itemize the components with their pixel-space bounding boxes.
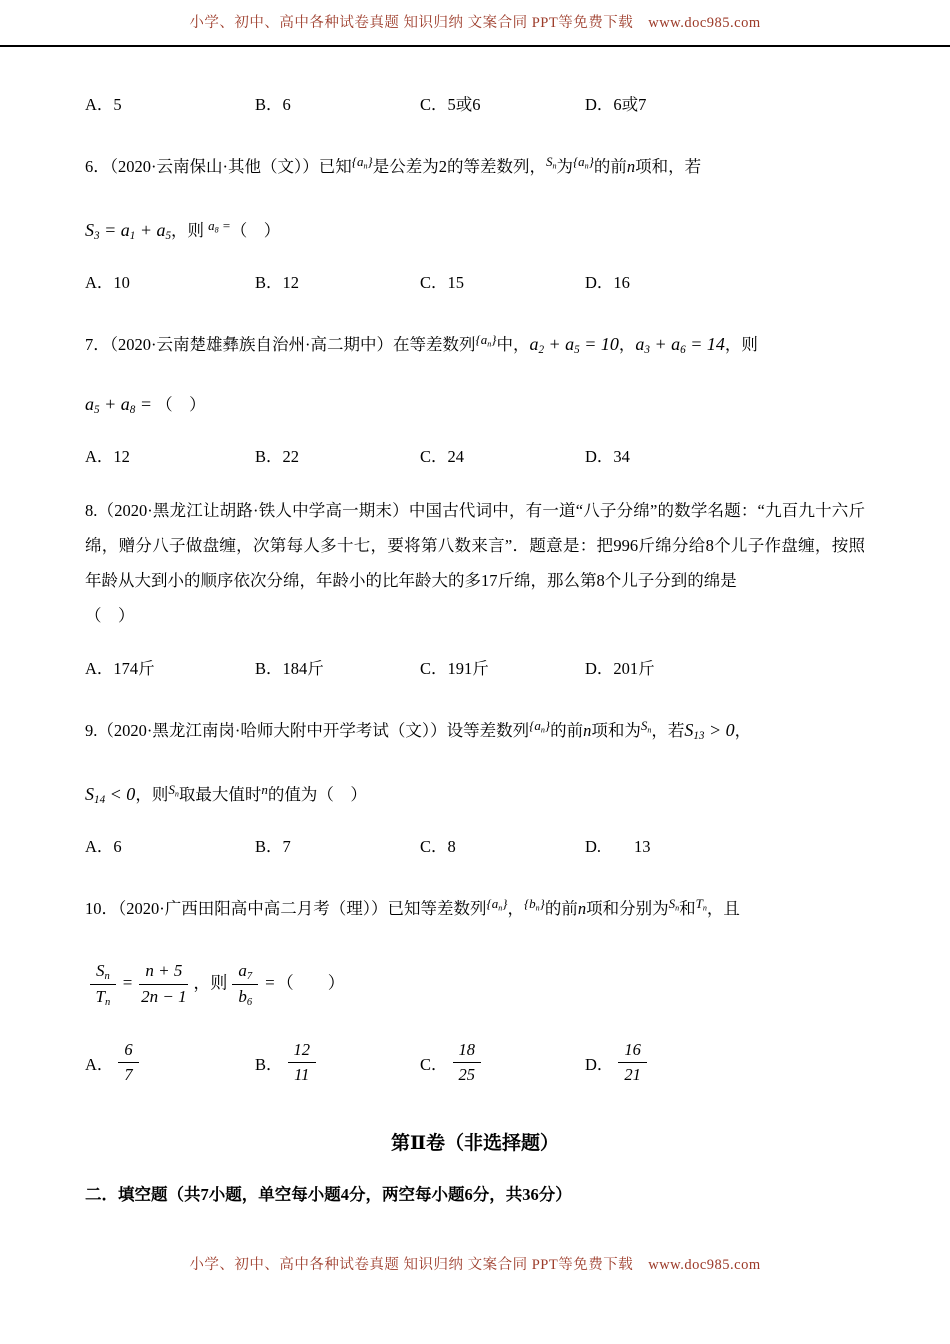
stem-text: 是公差为2的等差数列， [372, 157, 546, 176]
answer-blank: （ ） [85, 606, 135, 625]
stem-text: ，且 [706, 899, 740, 918]
fraction-sn-tn [90, 960, 116, 1009]
option-b: B．184斤 [255, 659, 324, 678]
math-seq-an: {an} [529, 718, 551, 735]
option-c [420, 1039, 585, 1087]
option-fraction [453, 1039, 482, 1087]
option-a: A．174斤 [85, 659, 155, 678]
stem-text: 中， [496, 335, 530, 354]
stem-text: ，若 [651, 721, 685, 740]
question-7-formula [85, 388, 865, 421]
question-9-stem [85, 709, 865, 748]
question-7-stem [85, 323, 865, 362]
stem-text: 7．（2020·云南楚雄彝族自治州·高二期中）在等差数列 [85, 335, 476, 354]
formula-text: ，则 [135, 785, 169, 804]
question-6-formula [85, 210, 865, 247]
option-a [85, 1039, 255, 1087]
option-label: C． [420, 1054, 448, 1074]
fraction-denominator: 2n − 1 [141, 986, 187, 1006]
math-seq-bn: {bn} [523, 896, 545, 913]
option-label: A． [85, 1054, 114, 1074]
stem-text: ， [618, 335, 636, 354]
stem-text: 的前 [544, 899, 578, 918]
stem-text: 为 [556, 157, 573, 176]
option-d: D．16 [585, 273, 630, 292]
fraction-n5-2n1 [139, 960, 188, 1009]
option-b: B．12 [255, 273, 300, 292]
footer-watermark: 小学、初中、高中各种试卷真题 知识归纳 文案合同 PPT等免费下载 www.doc985.com [189, 1257, 761, 1274]
formula: $S_{14} < 0$ [85, 784, 136, 807]
stem-text: 的前 [593, 157, 627, 176]
fraction-numerator: 6 [118, 1039, 138, 1063]
fraction-denominator: 11 [294, 1065, 310, 1085]
stem-text: 9.（2020·黑龙江南岗·哈师大附中开学考试（文））设等差数列 [85, 721, 530, 740]
option-b: B．7 [255, 837, 291, 856]
formula: $a_2 + a_5 = 10$ [529, 334, 619, 357]
fraction-denominator: 7 [124, 1065, 133, 1085]
fraction-numerator: 16 [618, 1039, 647, 1063]
math-n: n [577, 899, 587, 918]
formula: $S_{13} > 0$ [684, 720, 735, 743]
fraction-numerator: n + 5 [139, 960, 188, 985]
math-seq-an: {an} [486, 896, 508, 913]
question-7-options [85, 443, 865, 467]
math-tn: Tn [695, 896, 707, 913]
question-10-stem [85, 887, 865, 926]
option-c: C．5或6 [420, 95, 481, 114]
formula-text: ，则 [193, 973, 228, 993]
option-label: B． [255, 1054, 283, 1074]
option-a: A．12 [85, 447, 130, 466]
question-7 [85, 323, 865, 467]
question-6-options [85, 269, 865, 293]
fraction-denominator: 25 [458, 1065, 476, 1085]
option-fraction [288, 1039, 317, 1087]
question-5-options [85, 91, 865, 115]
option-d [585, 1039, 865, 1087]
math-seq-an: {an} [475, 332, 497, 349]
option-d: D．6或7 [585, 95, 647, 114]
header-divider [0, 45, 950, 47]
stem-text: ，则 [724, 335, 758, 354]
stem-text: 8.（2020·黑龙江让胡路·铁人中学高一期末）中国古代词中，有一道“八子分绵”的数学名题：“九百九十六斤绵，赠分八子做盘缠，次第每人多十七，要将第八数来言”．题意是：把996斤绵分给8个儿子作盘缠，按照年龄从大到小的顺序依次分绵，年龄小的比年龄大的多17斤绵，那么第8个儿子分到的绵是 [85, 501, 865, 590]
question-10-options [85, 1039, 865, 1087]
option-a: A．10 [85, 273, 130, 292]
stem-text: 6．（2020·云南保山·其他（文））已知 [85, 157, 352, 176]
stem-text: 项和为 [591, 721, 641, 740]
answer-blank: （ ） [276, 973, 345, 993]
math-sn: Sn [640, 718, 652, 735]
option-a: A．6 [85, 837, 122, 856]
fraction-denominator: $T_n$ [95, 986, 111, 1008]
stem-text: ， [507, 899, 524, 918]
math-a8: a8 = [208, 218, 231, 235]
fraction-numerator: $a_7$ [232, 960, 258, 985]
option-label: D． [585, 1054, 614, 1074]
question-9 [85, 709, 865, 857]
fraction-denominator: $b_6$ [238, 986, 253, 1008]
option-c: C．24 [420, 447, 465, 466]
header-watermark: 小学、初中、高中各种试卷真题 知识归纳 文案合同 PPT等免费下载 www.doc985.com [189, 15, 761, 31]
stem-text: 的前 [550, 721, 584, 740]
math-n: n [583, 721, 592, 740]
stem-text: 项和，若 [635, 157, 702, 176]
option-fraction [618, 1039, 647, 1087]
stem-text: 和 [679, 899, 696, 918]
stem-text: 项和分别为 [586, 899, 669, 918]
question-6 [85, 145, 865, 293]
equals-sign: = [122, 973, 133, 993]
option-b [255, 1039, 420, 1087]
option-c: C．15 [420, 273, 465, 292]
math-seq-an: {an} [351, 154, 373, 171]
question-8-options [85, 655, 865, 679]
fill-in-section-header: 二．填空题（共7小题，单空每小题4分，两空每小题6分，共36分） [85, 1185, 572, 1205]
fraction-numerator: $S_n$ [90, 960, 116, 985]
section-title: 第Ⅱ卷（非选择题） [390, 1133, 559, 1155]
answer-blank: （ ） [230, 221, 281, 240]
fraction-numerator: 18 [453, 1039, 482, 1063]
question-10-formula [85, 960, 865, 1009]
option-d: D．34 [585, 447, 630, 466]
question-8-stem [85, 493, 865, 633]
math-sn: Sn [168, 782, 179, 799]
option-fraction [118, 1039, 138, 1087]
answer-blank: （ ） [156, 395, 206, 414]
formula: $a_3 + a_6 = 14$ [635, 334, 725, 357]
stem-text: 10．（2020·广西田阳高中高二月考（理））已知等差数列 [85, 899, 487, 918]
fraction-denominator: 21 [624, 1065, 641, 1085]
question-8 [85, 493, 865, 679]
question-10 [85, 887, 865, 1086]
math-n: n [261, 782, 268, 797]
formula-text: 取最大值时 [178, 785, 262, 804]
option-c: C．191斤 [420, 659, 489, 678]
equals-sign: = [265, 973, 275, 993]
math-seq-an: {an} [572, 154, 594, 171]
option-c: C．8 [420, 837, 456, 856]
stem-text: ， [734, 721, 752, 740]
content [0, 91, 950, 1205]
option-d: D．201斤 [585, 659, 655, 678]
question-6-stem [85, 145, 865, 184]
question-9-options [85, 833, 865, 857]
math-sn: Sn [668, 896, 680, 913]
math-sn: Sn [545, 154, 557, 171]
math-n: n [626, 157, 636, 176]
option-b: B．22 [255, 447, 300, 466]
option-d: D. 13 [585, 837, 651, 856]
formula-text: ，则 [171, 221, 205, 240]
formula: $a_5 + a_8$ = [85, 394, 152, 417]
formula: $S_3 = a_1 + a_5$ [85, 220, 172, 243]
option-a: A．5 [85, 95, 122, 114]
option-b: B．6 [255, 95, 291, 114]
fraction-a7-b6 [232, 960, 258, 1009]
question-9-formula [85, 774, 865, 811]
fraction-numerator: 12 [288, 1039, 317, 1063]
answer-blank: 的值为（ ） [267, 785, 367, 804]
